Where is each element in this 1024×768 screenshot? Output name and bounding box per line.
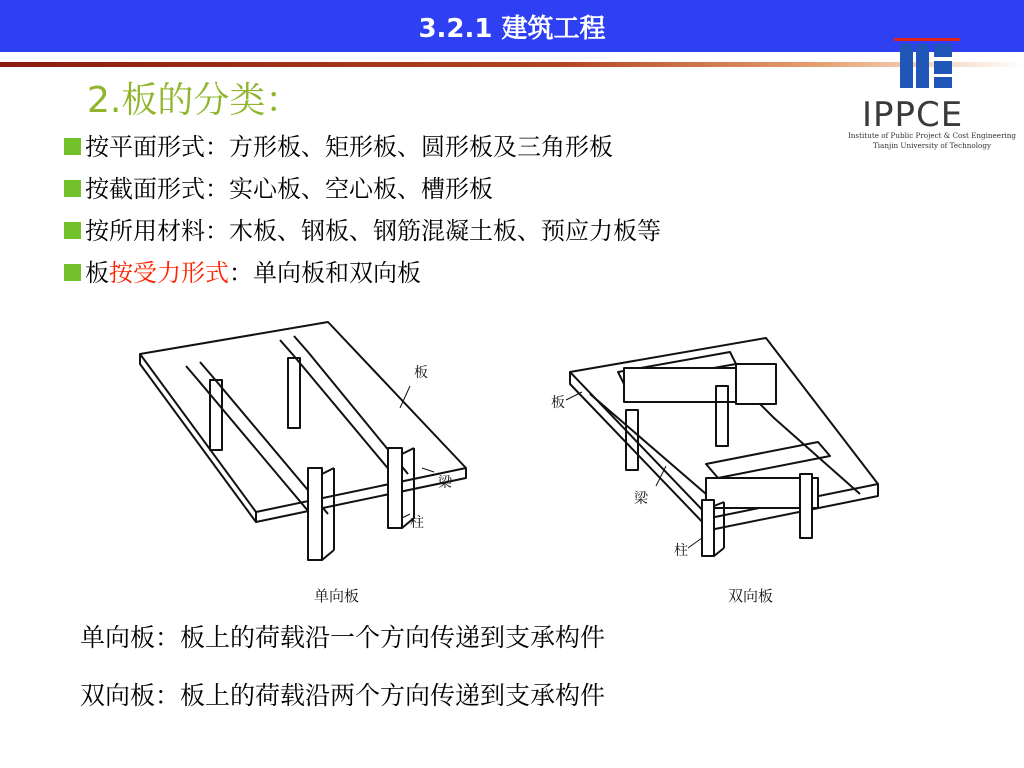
item-label: 按所用材料 [85, 217, 205, 245]
column-label: 柱 [674, 543, 688, 559]
bullet-square-icon [64, 180, 81, 197]
bullet-square-icon [64, 264, 81, 281]
two-way-caption: 双向板 [728, 587, 774, 605]
ippce-logo [842, 30, 1018, 155]
one-way-definition: 单向板：板上的荷载沿一个方向传递到支承构件 [80, 623, 606, 652]
list-item [64, 256, 661, 298]
beam-label: 梁 [634, 491, 648, 507]
section-heading: 2.板的分类： [87, 80, 302, 121]
slide-title: 3.2.1 建筑工程 [418, 13, 606, 44]
two-way-slab-diagram [560, 334, 884, 566]
beam-label: 梁 [438, 475, 452, 491]
list-item [64, 214, 661, 256]
item-text: 方形板、矩形板、圆形板及三角形板 [229, 133, 613, 161]
two-way-definition: 双向板：板上的荷载沿两个方向传递到支承构件 [80, 681, 606, 710]
one-way-slab-diagram [138, 318, 468, 570]
slab-label: 板 [414, 365, 428, 381]
classification-list [64, 130, 661, 298]
item-colon: ： [229, 259, 253, 287]
list-item [64, 130, 661, 172]
logo-university-line: Tianjin University of Technology [872, 141, 992, 150]
list-item [64, 172, 661, 214]
column-label: 柱 [410, 515, 424, 531]
item-prefix: 板 [85, 259, 109, 287]
item-label: 按截面形式 [85, 175, 205, 203]
item-label: 按平面形式 [85, 133, 205, 161]
one-way-caption: 单向板 [314, 587, 360, 605]
item-text: 实心板、空心板、槽形板 [229, 175, 493, 203]
item-colon: ： [205, 133, 229, 161]
item-colon: ： [205, 175, 229, 203]
logo-wordmark: IPPCE [862, 95, 964, 135]
slab-label: 板 [551, 395, 565, 411]
bullet-square-icon [64, 138, 81, 155]
item-label-highlight: 按受力形式 [109, 259, 229, 287]
logo-mark-icon [842, 30, 1018, 96]
bullet-square-icon [64, 222, 81, 239]
item-text: 木板、钢板、钢筋混凝土板、预应力板等 [229, 217, 661, 245]
logo-institute-line: Institute of Public Project & Cost Engineering [847, 131, 1017, 140]
item-colon: ： [205, 217, 229, 245]
item-text: 单向板和双向板 [253, 259, 421, 287]
